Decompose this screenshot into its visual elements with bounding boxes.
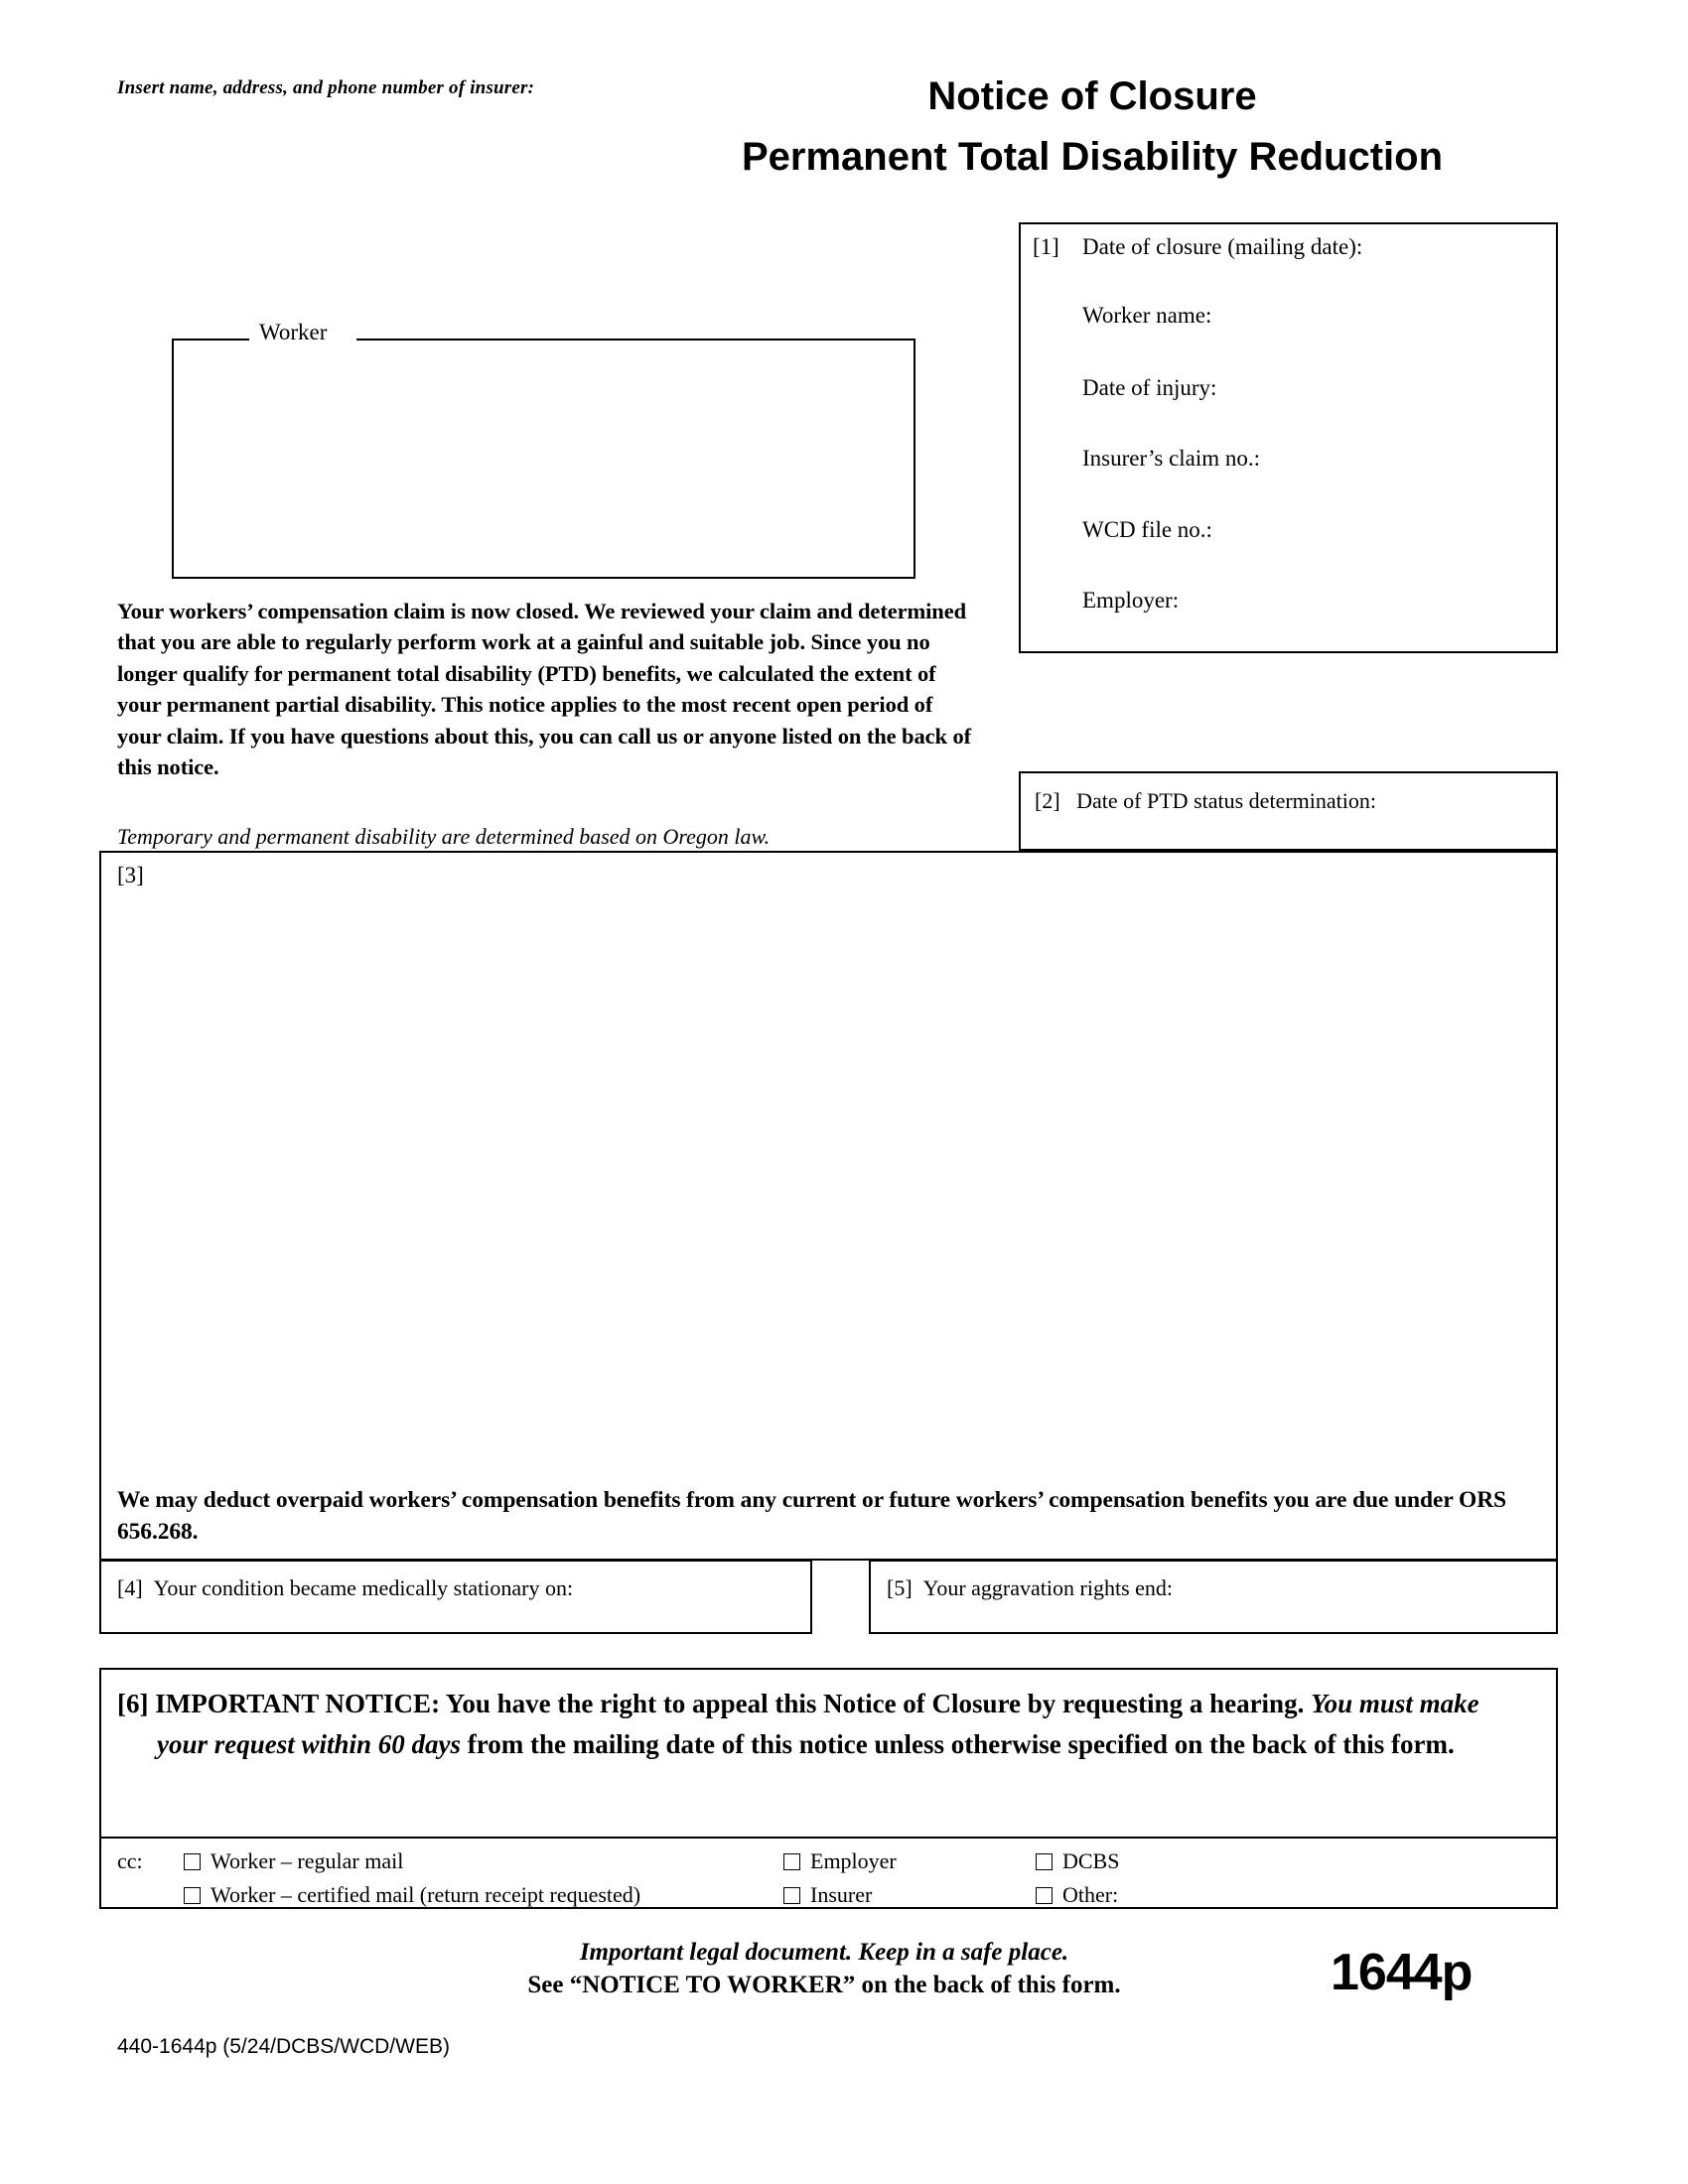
cc-other[interactable]: [1036, 1882, 1118, 1908]
important-notice-part2: from the mailing date of this notice unless otherwise specified on the back of this form.: [461, 1729, 1455, 1759]
ptd-status-determination-box[interactable]: [1019, 771, 1558, 851]
field-date-of-closure[interactable]: Date of closure (mailing date):: [1082, 234, 1363, 259]
field-insurer-claim-no[interactable]: Insurer’s claim no.:: [1082, 446, 1261, 471]
cc-dcbs[interactable]: [1036, 1848, 1119, 1874]
checkbox-icon[interactable]: [1036, 1853, 1053, 1870]
closure-explanation-paragraph: Your workers’ compensation claim is now closed. We reviewed your claim and determined that you are able to regularly perform work at a gainful and suitable job. Since you no longer qualify for permanent total disability (PTD) benefits, we calculated the extent of your permanent partial disability. This notice applies to the most recent open period of your claim. If you have questions about this, you can call us or anyone listed on the back of this notice.: [117, 599, 971, 780]
medically-stationary-box[interactable]: [99, 1560, 812, 1634]
footer-legal-notice: [328, 1936, 1321, 2001]
checkbox-icon[interactable]: [783, 1887, 800, 1904]
form-revision-code: 440-1644p (5/24/DCBS/WCD/WEB): [117, 2035, 450, 2058]
oregon-law-note: Temporary and permanent disability are determined based on Oregon law.: [117, 824, 771, 849]
claim-info-box-number: [1]: [1033, 234, 1059, 259]
box5-label: Your aggravation rights end:: [922, 1575, 1174, 1600]
overpayment-deduction-paragraph: We may deduct overpaid workers’ compensation benefits from any current or future workers’ compensation benefits you are due under ORS 656.268.: [117, 1487, 1507, 1545]
form-title-line1: Notice of Closure: [927, 74, 1257, 118]
important-notice-part1: You have the right to appeal this Notice of Closure by requesting a hearing.: [440, 1689, 1312, 1718]
cc-label: cc:: [117, 1848, 143, 1873]
checkbox-icon[interactable]: [1036, 1887, 1053, 1904]
cc-employer-label: Employer: [810, 1848, 897, 1873]
cc-worker-regular-mail-label: Worker – regular mail: [211, 1848, 404, 1873]
worker-address-box[interactable]: [172, 339, 915, 579]
footer-legal-line1: Important legal document. Keep in a safe place.: [579, 1939, 1069, 1966]
field-worker-name[interactable]: Worker name:: [1082, 303, 1212, 328]
worker-box-label: Worker: [251, 320, 335, 345]
field-wcd-file-no[interactable]: WCD file no.:: [1082, 517, 1212, 542]
box5-number: [5]: [887, 1575, 913, 1600]
cc-worker-certified-mail[interactable]: [184, 1882, 640, 1908]
cc-dcbs-label: DCBS: [1062, 1848, 1120, 1873]
important-notice-text: [117, 1684, 1527, 1765]
box2-label: Date of PTD status determination:: [1076, 788, 1376, 813]
cc-other-label: Other:: [1062, 1882, 1119, 1907]
insurer-instruction: Insert name, address, and phone number of insurer:: [117, 77, 535, 98]
disability-findings-box[interactable]: [99, 851, 1558, 1561]
box3-number: [3]: [117, 863, 144, 887]
footer-legal-line2: See “NOTICE TO WORKER” on the back of this form.: [527, 1972, 1121, 1998]
cc-worker-certified-mail-label: Worker – certified mail (return receipt requested): [211, 1882, 641, 1907]
aggravation-rights-box[interactable]: [869, 1560, 1558, 1634]
cc-worker-regular-mail[interactable]: [184, 1848, 403, 1874]
checkbox-icon[interactable]: [184, 1887, 201, 1904]
cc-employer[interactable]: [783, 1848, 897, 1874]
box4-number: [4]: [117, 1575, 143, 1600]
form-title: [596, 71, 1589, 185]
important-notice-deadline: You must make your request within 60 days: [157, 1689, 1479, 1759]
box4-label: Your condition became medically stationary on:: [153, 1575, 574, 1600]
cc-insurer-label: Insurer: [810, 1882, 873, 1907]
box2-number: [2]: [1035, 788, 1060, 813]
form-number: 1644p: [1331, 1944, 1473, 2001]
cc-insurer[interactable]: [783, 1882, 872, 1908]
important-notice-heading: IMPORTANT NOTICE:: [155, 1689, 441, 1718]
box6-number: [6]: [117, 1689, 149, 1718]
form-title-line2: Permanent Total Disability Reduction: [741, 135, 1444, 179]
field-date-of-injury[interactable]: Date of injury:: [1082, 375, 1217, 400]
checkbox-icon[interactable]: [184, 1853, 201, 1870]
checkbox-icon[interactable]: [783, 1853, 800, 1870]
field-employer[interactable]: Employer:: [1082, 588, 1180, 613]
